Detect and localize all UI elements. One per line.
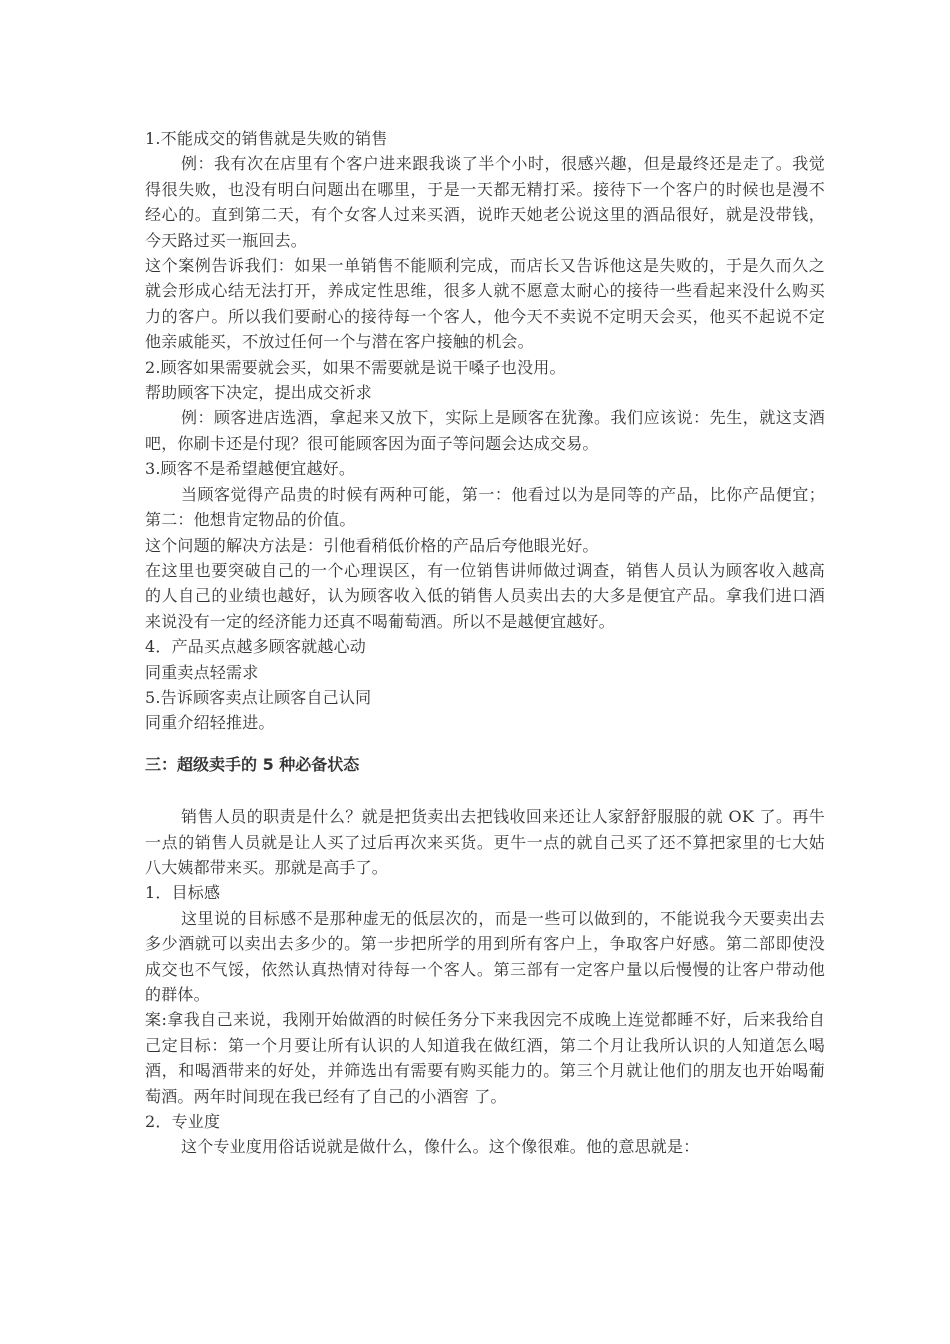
paragraph: 2．专业度: [145, 1112, 221, 1132]
paragraph: 同重卖点轻需求: [145, 662, 259, 682]
paragraph: 帮助顾客下决定，提出成交祈求: [145, 383, 372, 403]
paragraph: 这个问题的解决方法是：引他看稍低价格的产品后夸他眼光好。: [145, 535, 599, 555]
paragraph: 3.顾客不是希望越便宜越好。: [145, 459, 356, 479]
section-heading: 三：超级卖手的 5 种必备状态: [145, 754, 360, 774]
paragraph: 4．产品买点越多顾客就越心动: [145, 637, 366, 657]
paragraph: 例：顾客进店选酒，拿起来又放下，实际上是顾客在犹豫。我们应该说：先生，就这支酒吧，你刷卡还是付现？很可能顾客因为面子等问题会达成交易。: [145, 408, 825, 453]
paragraph: 销售人员的职责是什么？就是把货卖出去把钱收回来还让人家舒舒服服的就 OK 了。再牛一点的销售人员就是让人买了过后再次来买货。更牛一点的就自己买了还不算把家里的七大姑八大姨都带来买。那就是高手了。: [145, 807, 825, 877]
paragraph: 例：我有次在店里有个客户进来跟我谈了半个小时，很感兴趣，但是最终还是走了。我觉得很失败，也没有明白问题出在哪里，于是一天都无精打采。接待下一个客户的时候也是漫不经心的。直到第二天，有个女客人过来买酒，说昨天她老公说这里的酒品很好，就是没带钱，今天路过买一瓶回去。: [145, 154, 825, 250]
paragraph: 5.告诉顾客卖点让顾客自己认同: [145, 687, 372, 707]
paragraph: 这个专业度用俗话说就是做什么，像什么。这个像很难。他的意思就是：: [181, 1137, 700, 1157]
paragraph: 案:拿我自己来说，我刚开始做酒的时候任务分下来我因完不成晚上连觉都睡不好，后来我给自己定目标：第一个月要让所有认识的人知道我在做红酒，第二个月让我所认识的人知道怎么喝酒，和喝酒带来的好处，并筛选出有需要有购买能力的。第三个月就让他们的朋友也开始喝葡萄酒。两年时间现在我已经有了自己的小酒窖 了。: [145, 1010, 825, 1106]
paragraph: 当顾客觉得产品贵的时候有两种可能，第一：他看过以为是同等的产品，比你产品便宜；第二：他想肯定物品的价值。: [145, 484, 825, 530]
paragraph: 1.不能成交的销售就是失败的销售: [145, 129, 388, 148]
paragraph: 在这里也要突破自己的一个心理误区，有一位销售讲师做过调查，销售人员认为顾客收入越高的人自己的业绩也越好，认为顾客收入低的销售人员卖出去的大多是便宜产品。拿我们进口酒来说没有一定的经济能力还真不喝葡萄酒。所以不是越便宜越好。: [145, 560, 825, 631]
document-body: [145, 126, 825, 1160]
paragraph: 1．目标感: [145, 883, 221, 903]
paragraph: 同重介绍轻推进。: [145, 713, 275, 733]
paragraph: 这里说的目标感不是那种虚无的低层次的，而是一些可以做到的，不能说我今天要卖出去多少酒就可以卖出去多少的。第一步把所学的用到所有客户上，争取客户好感。第二部即使没成交也不气馁，依然认真热情对待每一个客人。第三部有一定客户量以后慢慢的让客户带动他的群体。: [145, 908, 825, 1004]
paragraph: 2.顾客如果需要就会买，如果不需要就是说干嗓子也没用。: [145, 357, 566, 377]
paragraph: 这个案例告诉我们：如果一单销售不能顺利完成，而店长又告诉他这是失败的，于是久而久之就会形成心结无法打开，养成定性思维，很多人就不愿意太耐心的接待一些看起来没什么购买力的客户。所以我们要耐心的接待每一个客人，他今天不卖说不定明天会买，他买不起说不定他亲戚能买，不放过任何一个与潜在客户接触的机会。: [145, 256, 825, 352]
